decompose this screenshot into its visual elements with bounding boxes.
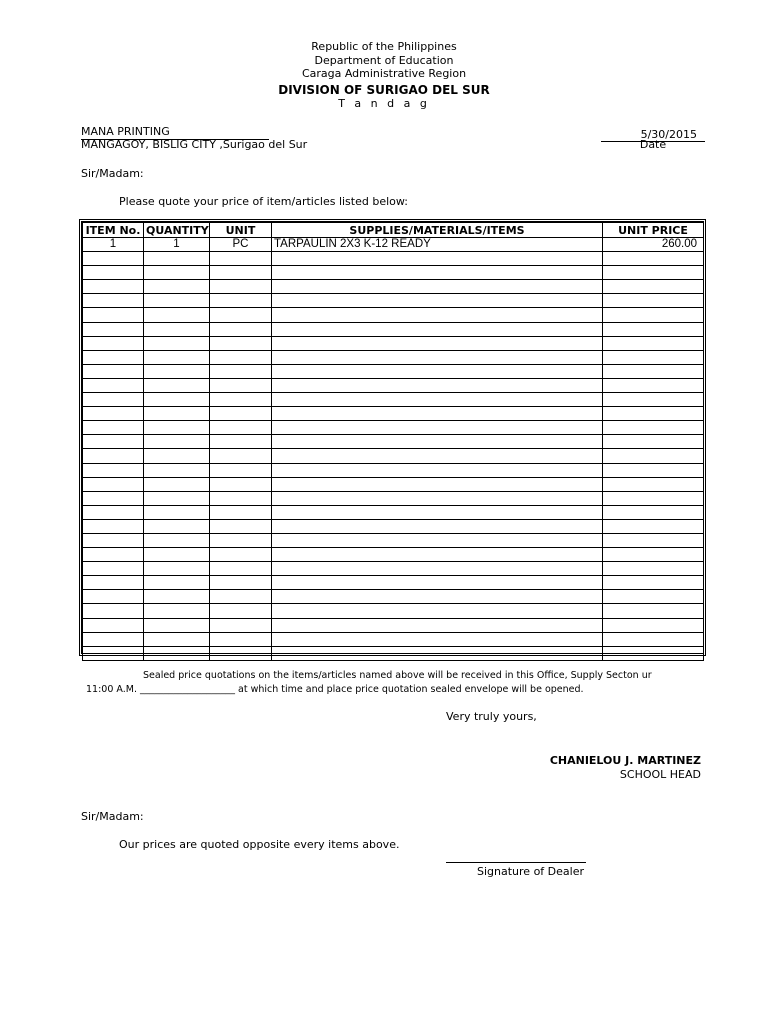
table-row xyxy=(83,505,704,519)
table-cell-empty xyxy=(83,548,144,562)
table-cell-empty xyxy=(210,407,272,421)
table-cell-empty xyxy=(210,435,272,449)
table-cell-empty xyxy=(603,604,704,618)
table-cell-empty xyxy=(144,252,210,266)
table-cell-empty xyxy=(272,505,603,519)
table-cell-empty xyxy=(272,449,603,463)
header-region: Caraga Administrative Region xyxy=(301,67,467,80)
table-cell-empty xyxy=(272,294,603,308)
table-cell-empty xyxy=(603,505,704,519)
table-row xyxy=(83,632,704,646)
header-republic: Republic of the Philippines xyxy=(311,40,457,53)
table-cell-empty xyxy=(603,477,704,491)
table-cell-empty xyxy=(272,378,603,392)
table-cell-empty xyxy=(603,618,704,632)
table-cell-empty xyxy=(272,548,603,562)
table-cell-empty xyxy=(144,266,210,280)
table-cell-empty xyxy=(144,421,210,435)
table-cell-empty xyxy=(272,646,603,660)
table-row xyxy=(83,322,704,336)
table-cell-empty xyxy=(144,505,210,519)
table-cell-empty xyxy=(83,393,144,407)
table-cell-empty xyxy=(210,646,272,660)
signatory-name: CHANIELOU J. MARTINEZ xyxy=(549,754,701,767)
table-cell-empty xyxy=(272,576,603,590)
table-cell-empty xyxy=(272,350,603,364)
table-cell-empty xyxy=(144,463,210,477)
table-cell-empty xyxy=(603,421,704,435)
supplier-name: MANA PRINTING xyxy=(81,125,170,138)
table-cell-empty xyxy=(603,350,704,364)
table-cell-empty xyxy=(210,294,272,308)
col-header-item-no: ITEM No. xyxy=(83,223,144,238)
table-cell-empty xyxy=(603,463,704,477)
table-cell-empty xyxy=(272,308,603,322)
table-cell-empty xyxy=(272,252,603,266)
table-cell-empty xyxy=(210,308,272,322)
table-cell-empty xyxy=(144,646,210,660)
table-row xyxy=(83,548,704,562)
table-cell-empty xyxy=(603,646,704,660)
table-cell-empty xyxy=(603,294,704,308)
table-cell-empty xyxy=(83,590,144,604)
table-cell-empty xyxy=(83,604,144,618)
table-cell-empty xyxy=(272,491,603,505)
table-cell-empty xyxy=(83,505,144,519)
table-cell-empty xyxy=(603,449,704,463)
table-cell-empty xyxy=(272,435,603,449)
table-row xyxy=(83,576,704,590)
table-cell-empty xyxy=(83,364,144,378)
table-cell-empty xyxy=(144,407,210,421)
closing-text: Very truly yours, xyxy=(446,710,537,723)
table-cell-empty xyxy=(603,393,704,407)
table-cell-empty xyxy=(210,548,272,562)
reply-text: Our prices are quoted opposite every items above. xyxy=(119,838,400,851)
table-cell-empty xyxy=(210,576,272,590)
table-row xyxy=(83,364,704,378)
table-cell-empty xyxy=(210,618,272,632)
table-cell-empty xyxy=(83,421,144,435)
header-department: Department of Education xyxy=(314,54,454,67)
table-cell-empty xyxy=(210,280,272,294)
table-cell-empty xyxy=(144,491,210,505)
table-cell-empty xyxy=(83,632,144,646)
table-cell-empty xyxy=(603,562,704,576)
table-row xyxy=(83,449,704,463)
table-cell-empty xyxy=(83,322,144,336)
table-cell-empty xyxy=(210,533,272,547)
table-row xyxy=(83,590,704,604)
table-cell-empty xyxy=(603,308,704,322)
table-cell-empty xyxy=(83,266,144,280)
table-cell-empty xyxy=(144,350,210,364)
table-cell-empty xyxy=(272,280,603,294)
table-cell-empty xyxy=(603,336,704,350)
notice-line-2: 11:00 A.M. ____________________ at which time and place price quotation sealed envelope will be opened. xyxy=(86,684,584,695)
table-row xyxy=(83,238,704,252)
table-cell-empty xyxy=(144,294,210,308)
cell-quantity: 1 xyxy=(144,238,210,252)
signature-line xyxy=(446,862,586,863)
table-cell-empty xyxy=(210,393,272,407)
table-cell-empty xyxy=(272,421,603,435)
table-cell-empty xyxy=(144,378,210,392)
table-cell-empty xyxy=(603,533,704,547)
table-cell-empty xyxy=(272,336,603,350)
table-cell-empty xyxy=(83,477,144,491)
table-row xyxy=(83,350,704,364)
table-row xyxy=(83,336,704,350)
table-row xyxy=(83,280,704,294)
table-cell-empty xyxy=(144,308,210,322)
table-cell-empty xyxy=(272,604,603,618)
table-row xyxy=(83,618,704,632)
table-cell-empty xyxy=(210,336,272,350)
table-cell-empty xyxy=(144,548,210,562)
table-cell-empty xyxy=(272,519,603,533)
cell-item-description: TARPAULIN 2X3 K-12 READY xyxy=(272,238,603,252)
table-cell-empty xyxy=(603,364,704,378)
table-cell-empty xyxy=(144,618,210,632)
table-cell-empty xyxy=(83,618,144,632)
table-cell-empty xyxy=(272,533,603,547)
table-cell-empty xyxy=(603,491,704,505)
table-cell-empty xyxy=(272,590,603,604)
table-cell-empty xyxy=(83,435,144,449)
table-cell-empty xyxy=(272,266,603,280)
table-cell-empty xyxy=(603,632,704,646)
table-cell-empty xyxy=(210,378,272,392)
table-cell-empty xyxy=(210,590,272,604)
table-cell-empty xyxy=(83,350,144,364)
table-row xyxy=(83,604,704,618)
table-cell-empty xyxy=(83,336,144,350)
table-cell-empty xyxy=(603,519,704,533)
table-cell-empty xyxy=(603,252,704,266)
table-cell-empty xyxy=(603,322,704,336)
table-cell-empty xyxy=(210,322,272,336)
table-cell-empty xyxy=(83,308,144,322)
table-cell-empty xyxy=(144,590,210,604)
table-cell-empty xyxy=(272,322,603,336)
table-cell-empty xyxy=(210,562,272,576)
table-cell-empty xyxy=(144,632,210,646)
table-cell-empty xyxy=(210,519,272,533)
table-cell-empty xyxy=(272,632,603,646)
table-cell-empty xyxy=(210,421,272,435)
col-header-unit-price: UNIT PRICE xyxy=(603,223,704,238)
table-cell-empty xyxy=(603,378,704,392)
table-cell-empty xyxy=(210,505,272,519)
header-city: T a n d a g xyxy=(338,97,430,110)
table-cell-empty xyxy=(210,604,272,618)
table-cell-empty xyxy=(144,322,210,336)
table-row xyxy=(83,252,704,266)
table-row xyxy=(83,308,704,322)
table-cell-empty xyxy=(272,393,603,407)
table-cell-empty xyxy=(83,533,144,547)
signatory-title: SCHOOL HEAD xyxy=(619,768,701,781)
col-header-quantity: QUANTITY xyxy=(144,223,210,238)
table-cell-empty xyxy=(603,266,704,280)
table-row xyxy=(83,407,704,421)
table-cell-empty xyxy=(272,407,603,421)
cell-unit: PC xyxy=(210,238,272,252)
table-cell-empty xyxy=(603,576,704,590)
reply-salutation: Sir/Madam: xyxy=(81,810,144,823)
table-row xyxy=(83,421,704,435)
table-cell-empty xyxy=(83,463,144,477)
date-value: 5/30/2015 xyxy=(640,128,697,141)
table-row xyxy=(83,435,704,449)
col-header-unit: UNIT xyxy=(210,223,272,238)
table-cell-empty xyxy=(210,632,272,646)
table-row xyxy=(83,477,704,491)
table-row xyxy=(83,463,704,477)
table-cell-empty xyxy=(144,449,210,463)
table-cell-empty xyxy=(603,407,704,421)
table-cell-empty xyxy=(144,562,210,576)
table-cell-empty xyxy=(210,491,272,505)
table-row xyxy=(83,519,704,533)
table-cell-empty xyxy=(144,364,210,378)
supplier-address: MANGAGOY, BISLIG CITY ,Surigao del Sur xyxy=(81,138,308,151)
table-cell-empty xyxy=(83,519,144,533)
table-cell-empty xyxy=(83,646,144,660)
table-cell-empty xyxy=(83,449,144,463)
signature-label: Signature of Dealer xyxy=(477,865,584,878)
table-cell-empty xyxy=(272,477,603,491)
items-table xyxy=(79,219,706,656)
table-cell-empty xyxy=(144,519,210,533)
table-cell-empty xyxy=(210,449,272,463)
table-cell-empty xyxy=(83,252,144,266)
table-cell-empty xyxy=(272,364,603,378)
table-cell-empty xyxy=(144,533,210,547)
table-cell-empty xyxy=(144,477,210,491)
table-header-row xyxy=(83,223,704,238)
table-cell-empty xyxy=(83,576,144,590)
table-cell-empty xyxy=(83,407,144,421)
table-cell-empty xyxy=(83,562,144,576)
table-cell-empty xyxy=(210,364,272,378)
cell-item-no: 1 xyxy=(83,238,144,252)
table-cell-empty xyxy=(144,435,210,449)
table-cell-empty xyxy=(144,604,210,618)
table-cell-empty xyxy=(272,618,603,632)
table-cell-empty xyxy=(210,266,272,280)
table-cell-empty xyxy=(83,294,144,308)
table-cell-empty xyxy=(144,280,210,294)
table-row xyxy=(83,533,704,547)
salutation: Sir/Madam: xyxy=(81,167,144,180)
table-cell-empty xyxy=(210,252,272,266)
table-cell-empty xyxy=(144,576,210,590)
table-cell-empty xyxy=(603,548,704,562)
table-cell-empty xyxy=(272,463,603,477)
table-cell-empty xyxy=(603,590,704,604)
table-cell-empty xyxy=(272,562,603,576)
table-cell-empty xyxy=(603,435,704,449)
notice-line-1: Sealed price quotations on the items/articles named above will be received in this Office, Supply Secton ur xyxy=(143,670,652,681)
table-row xyxy=(83,491,704,505)
table-cell-empty xyxy=(210,350,272,364)
date-label: Date xyxy=(639,138,667,151)
table-row xyxy=(83,393,704,407)
table-cell-empty xyxy=(603,280,704,294)
table-cell-empty xyxy=(144,393,210,407)
table-cell-empty xyxy=(210,477,272,491)
table-cell-empty xyxy=(83,280,144,294)
col-header-items: SUPPLIES/MATERIALS/ITEMS xyxy=(272,223,603,238)
header-division: DIVISION OF SURIGAO DEL SUR xyxy=(278,83,490,97)
table-row xyxy=(83,294,704,308)
table-cell-empty xyxy=(83,491,144,505)
table-row xyxy=(83,378,704,392)
table-cell-empty xyxy=(83,378,144,392)
table-row xyxy=(83,646,704,660)
table-cell-empty xyxy=(144,336,210,350)
table-row xyxy=(83,562,704,576)
instruction-text: Please quote your price of item/articles listed below: xyxy=(119,195,408,208)
cell-unit-price: 260.00 xyxy=(603,238,704,252)
table-row xyxy=(83,266,704,280)
table-cell-empty xyxy=(210,463,272,477)
